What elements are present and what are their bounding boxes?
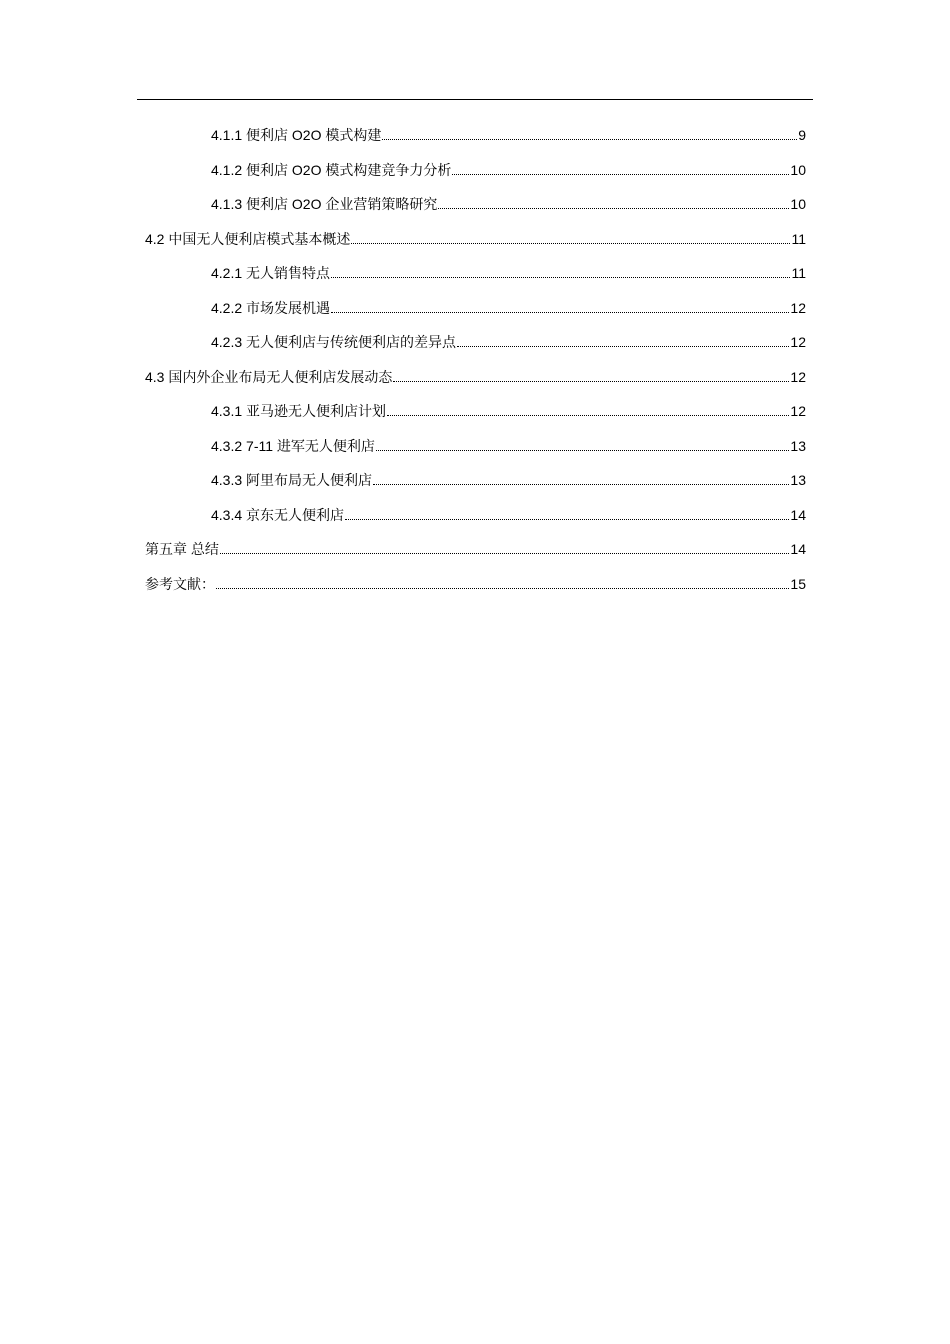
toc-entry-title: 4.2.3 无人便利店与传统便利店的差异点 bbox=[211, 334, 457, 350]
toc-entry-title: 4.3.2 7-11 进军无人便利店 bbox=[211, 438, 375, 454]
toc-dot-leader bbox=[373, 484, 789, 485]
toc-entry-page: 13 bbox=[790, 472, 806, 488]
toc-entry[interactable] bbox=[211, 297, 806, 319]
toc-entry-title: 4.3.1 亚马逊无人便利店计划 bbox=[211, 403, 387, 419]
toc-entry-title: 4.2 中国无人便利店模式基本概述 bbox=[145, 231, 351, 247]
toc-entry[interactable] bbox=[211, 504, 806, 526]
toc-entry-page: 10 bbox=[790, 196, 806, 212]
toc-entry[interactable] bbox=[211, 193, 806, 215]
toc-dot-leader bbox=[351, 243, 790, 244]
toc-entry-title: 4.1.1 便利店 O2O 模式构建 bbox=[211, 127, 382, 143]
toc-dot-leader bbox=[216, 588, 789, 589]
toc-entry-title: 4.1.2 便利店 O2O 模式构建竞争力分析 bbox=[211, 162, 452, 178]
toc-entry-page: 12 bbox=[790, 369, 806, 385]
toc-dot-leader bbox=[393, 381, 789, 382]
toc-entry-title: 4.1.3 便利店 O2O 企业营销策略研究 bbox=[211, 196, 438, 212]
toc-entry[interactable] bbox=[211, 262, 806, 284]
toc-entry-title: 4.3 国内外企业布局无人便利店发展动态 bbox=[145, 369, 393, 385]
toc-entry[interactable] bbox=[211, 124, 806, 146]
toc-entry-page: 12 bbox=[790, 403, 806, 419]
toc-entry-title: 4.2.1 无人销售特点 bbox=[211, 265, 331, 281]
toc-entry-page: 11 bbox=[791, 231, 806, 247]
toc-entry-page: 13 bbox=[790, 438, 806, 454]
toc-entry[interactable] bbox=[211, 159, 806, 181]
toc-dot-leader bbox=[376, 450, 790, 451]
toc-entry-page: 10 bbox=[790, 162, 806, 178]
toc-entry[interactable] bbox=[211, 400, 806, 422]
toc-entry-title: 第五章 总结 bbox=[145, 541, 219, 557]
toc-entry-title: 4.2.2 市场发展机遇 bbox=[211, 300, 331, 316]
toc-entry[interactable] bbox=[211, 331, 806, 353]
toc-dot-leader bbox=[452, 174, 789, 175]
toc-dot-leader bbox=[387, 415, 789, 416]
toc-entry-page: 12 bbox=[790, 334, 806, 350]
toc-dot-leader bbox=[220, 553, 790, 554]
toc-entry[interactable] bbox=[211, 435, 806, 457]
toc-dot-leader bbox=[345, 519, 789, 520]
toc-dot-leader bbox=[331, 277, 790, 278]
toc-entry-page: 9 bbox=[798, 127, 806, 143]
toc-entry-page: 14 bbox=[790, 507, 806, 523]
toc-dot-leader bbox=[438, 208, 789, 209]
toc-entry[interactable] bbox=[145, 538, 806, 560]
header-rule bbox=[137, 99, 813, 100]
toc-dot-leader bbox=[457, 346, 789, 347]
toc-entry[interactable] bbox=[145, 366, 806, 388]
toc-entry-page: 15 bbox=[790, 576, 806, 592]
toc-entry-title: 4.3.3 阿里布局无人便利店 bbox=[211, 472, 373, 488]
toc-entry[interactable] bbox=[145, 228, 806, 250]
toc-dot-leader bbox=[382, 139, 797, 140]
toc-entry-title: 4.3.4 京东无人便利店 bbox=[211, 507, 345, 523]
toc-dot-leader bbox=[331, 312, 789, 313]
toc-entry-page: 14 bbox=[790, 541, 806, 557]
toc-entry-page: 11 bbox=[791, 265, 806, 281]
toc-entry-page: 12 bbox=[790, 300, 806, 316]
toc-entry[interactable] bbox=[211, 469, 806, 491]
toc-entry-title: 参考文献： bbox=[145, 576, 215, 592]
toc-entry[interactable] bbox=[145, 573, 806, 595]
